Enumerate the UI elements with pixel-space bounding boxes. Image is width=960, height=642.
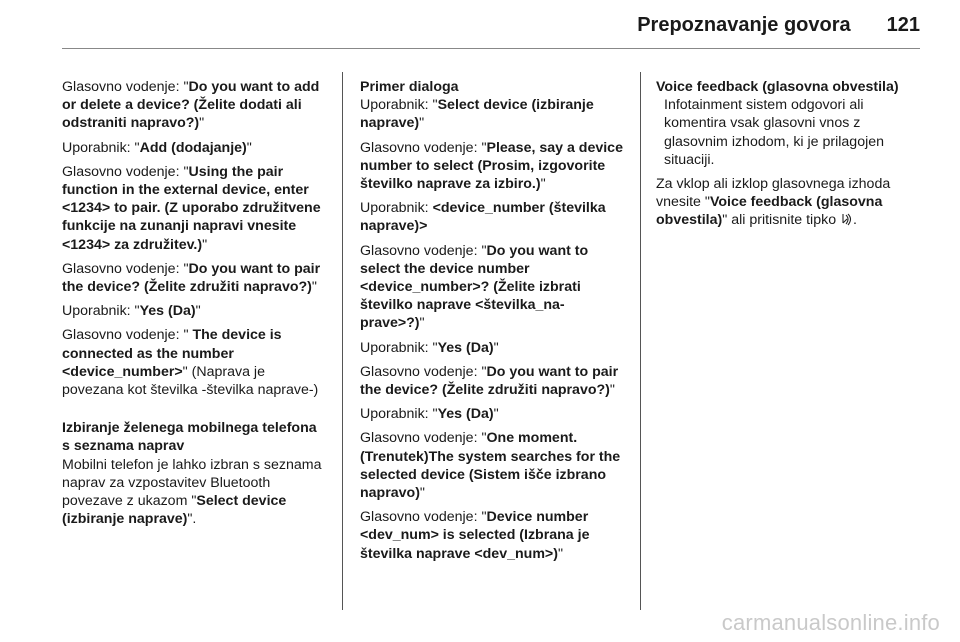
section-body: Infotainment sistem odgovori ali komentira vsak glasovni vnos z glasovnim izhodom, ki je prilagojen situaciji. xyxy=(664,97,885,168)
column-divider xyxy=(640,72,641,610)
dialog-line: Glasovno vodenje: " The device is connected as the number <device_number>" (Naprava je povezana kot številka -številka naprave-) xyxy=(62,327,319,399)
dialog-line: Uporabnik: "Yes (Da)" xyxy=(360,339,499,356)
dialog-line: Uporabnik: "Yes (Da)" xyxy=(360,406,499,423)
section-heading: Izbiranje želenega mobilnega telefona s seznama naprav xyxy=(62,420,317,455)
header-rule xyxy=(62,48,920,49)
dialog-line: Uporabnik: "Select device (izbiranje naprave)" xyxy=(360,97,594,132)
page-number: 121 xyxy=(886,14,920,36)
talk-button-icon xyxy=(841,213,852,231)
column-divider xyxy=(342,72,343,610)
page-title: Prepoznavanje govora xyxy=(637,14,851,36)
dialog-line: Glasovno vodenje: "Do you want to add or delete a device? (Želite dodati ali odstraniti napravo?)" xyxy=(62,79,320,132)
dialog-line: Glasovno vodenje: "Using the pair function in the external device, enter <1234> to pair. (Z uporabo združitvene funkcije na zunanji napravi vnesite <1234> za združitev.)" xyxy=(62,163,321,253)
dialog-line: Glasovno vodenje: "One moment. (Trenutek)The system searches for the selected device (Sistem išče izbrano napravo)" xyxy=(360,430,621,502)
section-body: Za vklop ali izklop glasovnega izhoda vnesite "Voice feedback (glasovna obvestila)" ali pritisnite tipko . xyxy=(656,175,926,232)
section-heading: Voice feedback (glasovna obvestila) xyxy=(656,79,899,95)
column-left xyxy=(62,78,324,534)
section-body: Mobilni telefon je lahko izbran s seznama naprav za vzpostavitev Bluetooth povezave z ukazom "Select device (izbiranje naprave)". xyxy=(62,456,322,528)
dialog-line: Glasovno vodenje: "Please, say a device number to select (Prosim, izgovorite številko naprave za izbiro.)" xyxy=(360,139,623,193)
dialog-line: Uporabnik: "Add (dodajanje)" xyxy=(62,139,252,156)
dialog-line: Glasovno vodenje: "Do you want to pair the device? (Želite združiti napravo?)" xyxy=(360,363,619,399)
dialog-line: Uporabnik: <device_number (številka naprave)> xyxy=(360,200,606,235)
dialog-line: Glasovno vodenje: "Do you want to pair the device? (Želite združiti napravo?)" xyxy=(62,260,321,296)
column-middle xyxy=(360,78,628,569)
watermark: carmanualsonline.info xyxy=(721,610,940,635)
dialog-line: Glasovno vodenje: "Device number <dev_num> is selected (Izbrana je številka naprave <dev_num>)" xyxy=(360,509,590,562)
dialog-line: Uporabnik: "Yes (Da)" xyxy=(62,303,201,320)
page-header xyxy=(637,14,920,37)
section-heading: Primer dialoga xyxy=(360,79,459,95)
column-right xyxy=(656,78,926,238)
dialog-line: Glasovno vodenje: "Do you want to select the device number <device_number>? (Želite izbrati številko naprave <številka_na-prave>?)" xyxy=(360,242,589,332)
